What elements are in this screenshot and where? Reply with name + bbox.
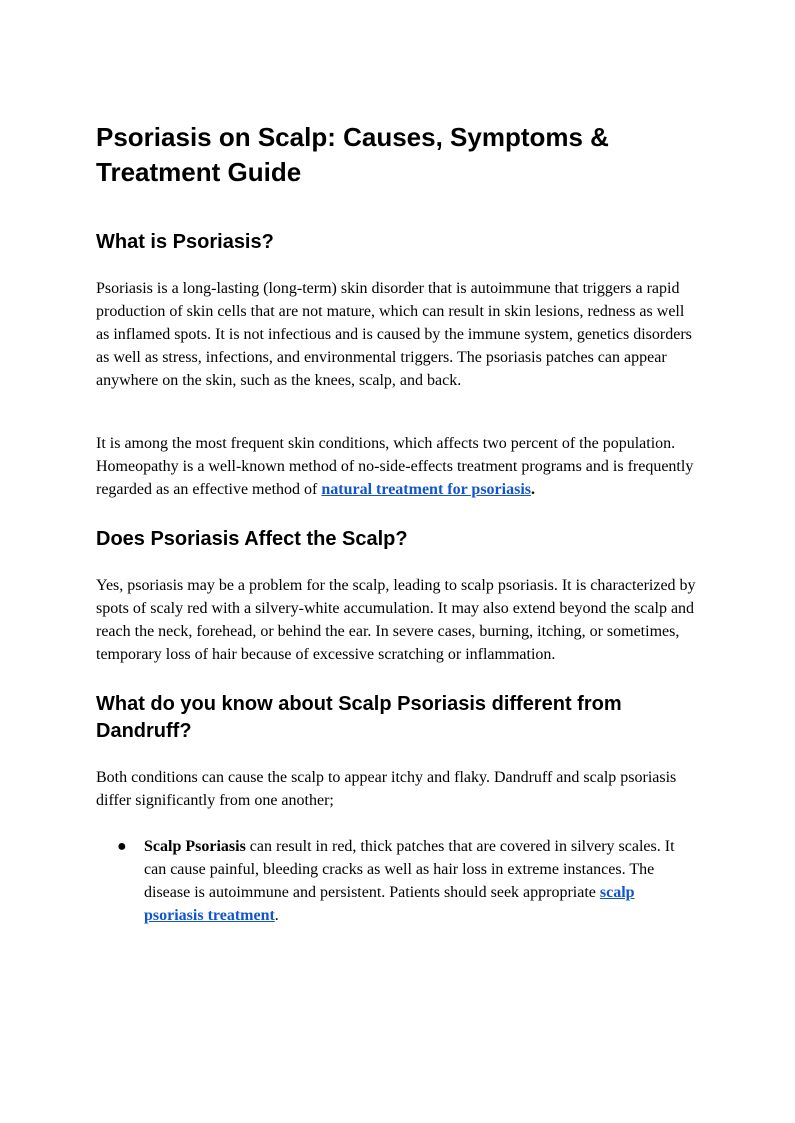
period-text: . — [274, 907, 279, 924]
paragraph-psoriasis-frequency — [96, 432, 696, 501]
scalp-psoriasis-treatment-link[interactable]: scalp psoriasis treatment — [144, 884, 635, 924]
page-title: Psoriasis on Scalp: Causes, Symptoms & Treatment Guide — [96, 122, 609, 187]
paragraph-text: It is among the most frequent skin conditions, which affects two percent of the population. Homeopathy is a well-known method of no-side-effects treatment programs and is frequently regarded as an effective method of — [96, 435, 694, 498]
list-item-text: can result in red, thick patches that are covered in silvery scales. It can cause painful, bleeding cracks as well as hair loss in extreme instances. The disease is autoimmune and persistent. Patients should seek appropriate — [144, 838, 675, 901]
paragraph-psoriasis-definition: Psoriasis is a long-lasting (long-term) skin disorder that is autoimmune that triggers a rapid production of skin cells that are not mature, which can result in skin lesions, redness as well as inflamed spots. It is not infectious and is caused by the immune system, genetics disorders as well as stress, infections, and environmental triggers. The psoriasis patches can appear anywhere on the skin, such as the knees, scalp, and back. — [96, 280, 692, 389]
section-heading-what-is-psoriasis: What is Psoriasis? — [96, 231, 274, 253]
comparison-list — [96, 835, 696, 927]
document-page — [96, 120, 696, 927]
list-item-term: Scalp Psoriasis — [144, 838, 246, 855]
paragraph-spacer — [96, 392, 696, 432]
section-heading-scalp: Does Psoriasis Affect the Scalp? — [96, 528, 408, 550]
bullet-icon: ● — [117, 838, 127, 855]
natural-treatment-link[interactable]: natural treatment for psoriasis — [321, 481, 531, 498]
paragraph-dandruff-intro: Both conditions can cause the scalp to appear itchy and flaky. Dandruff and scalp psoriasis differ significantly from one another; — [96, 769, 677, 809]
section-heading-dandruff: What do you know about Scalp Psoriasis different from Dandruff? — [96, 693, 622, 742]
paragraph-scalp-psoriasis: Yes, psoriasis may be a problem for the scalp, leading to scalp psoriasis. It is characterized by spots of scaly red with a silvery-white accumulation. It may also extend beyond the scalp and reach the neck, forehead, or behind the ear. In severe cases, burning, itching, or sometimes, temporary loss of hair because of excessive scratching or inflammation. — [96, 577, 696, 663]
period-text: . — [530, 481, 535, 498]
list-item — [96, 835, 696, 927]
